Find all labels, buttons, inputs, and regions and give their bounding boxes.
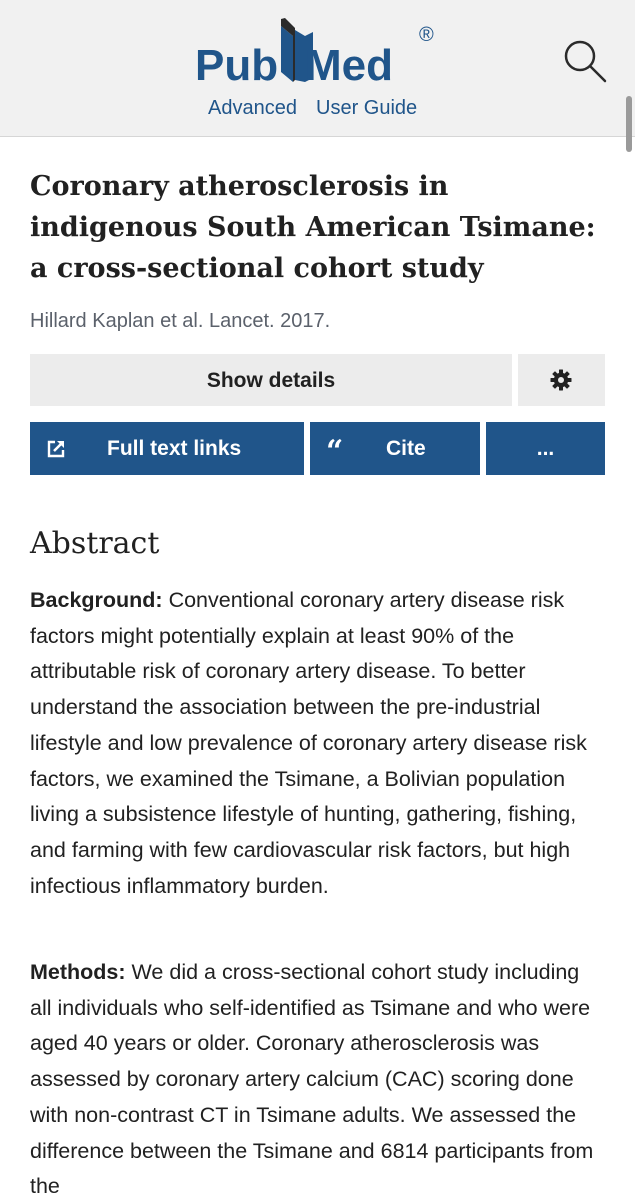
abstract-background-paragraph — [30, 583, 600, 904]
search-icon — [560, 36, 610, 86]
logo-med-text: Med — [305, 41, 393, 90]
authors-line[interactable]: Hillard Kaplan et al. Lancet. 2017. — [30, 310, 331, 332]
registered-mark: ® — [419, 24, 434, 46]
background-text: Conventional coronary artery disease risk factors might potentially explain at least 90% of the attributable risk of coronary artery disease. To better understand the association between the pre-industrial lifestyle and low prevalence of coronary artery disease risk factors, we examined the Tsimane, a Bolivian population living a subsistence lifestyle of hunting, gathering, fishing, and farming with few cardiovascular risk factors, but high infectious inflammatory burden. — [30, 588, 587, 898]
advanced-search-link[interactable]: Advanced — [208, 97, 297, 119]
cite-button[interactable] — [310, 422, 480, 475]
methods-text: We did a cross-sectional cohort study including all individuals who self-identified as Tsimane and who were aged 40 years or older. Coronary atherosclerosis was assessed by coronary artery calcium (CAC) scoring done with non-contrast CT in Tsimane adults. We assessed the difference between the Tsimane and 6814 participants from the — [30, 960, 594, 1199]
site-header — [0, 0, 635, 137]
quote-icon: “ — [326, 434, 344, 469]
abstract-heading: Abstract — [30, 526, 160, 561]
display-settings-button[interactable] — [518, 354, 605, 406]
full-text-links-label: Full text links — [107, 437, 242, 460]
scrollbar[interactable] — [626, 96, 632, 152]
methods-label: Methods: — [30, 960, 126, 984]
more-actions-button[interactable]: ... — [486, 422, 605, 475]
logo-pub-text: Pub — [195, 41, 279, 90]
external-link-icon — [46, 439, 66, 459]
user-guide-link[interactable]: User Guide — [316, 97, 418, 119]
article-title: Coronary atherosclerosis in indigenous South American Tsimane: a cross-sectional cohort study — [30, 171, 596, 284]
pubmed-logo[interactable] — [195, 14, 445, 90]
background-label: Background: — [30, 588, 163, 612]
show-details-button[interactable]: Show details — [30, 354, 512, 406]
gear-icon — [549, 368, 573, 392]
abstract-methods-paragraph — [30, 955, 600, 1200]
search-button[interactable] — [560, 36, 610, 86]
cite-label: Cite — [386, 437, 426, 460]
full-text-links-button[interactable] — [30, 422, 304, 475]
